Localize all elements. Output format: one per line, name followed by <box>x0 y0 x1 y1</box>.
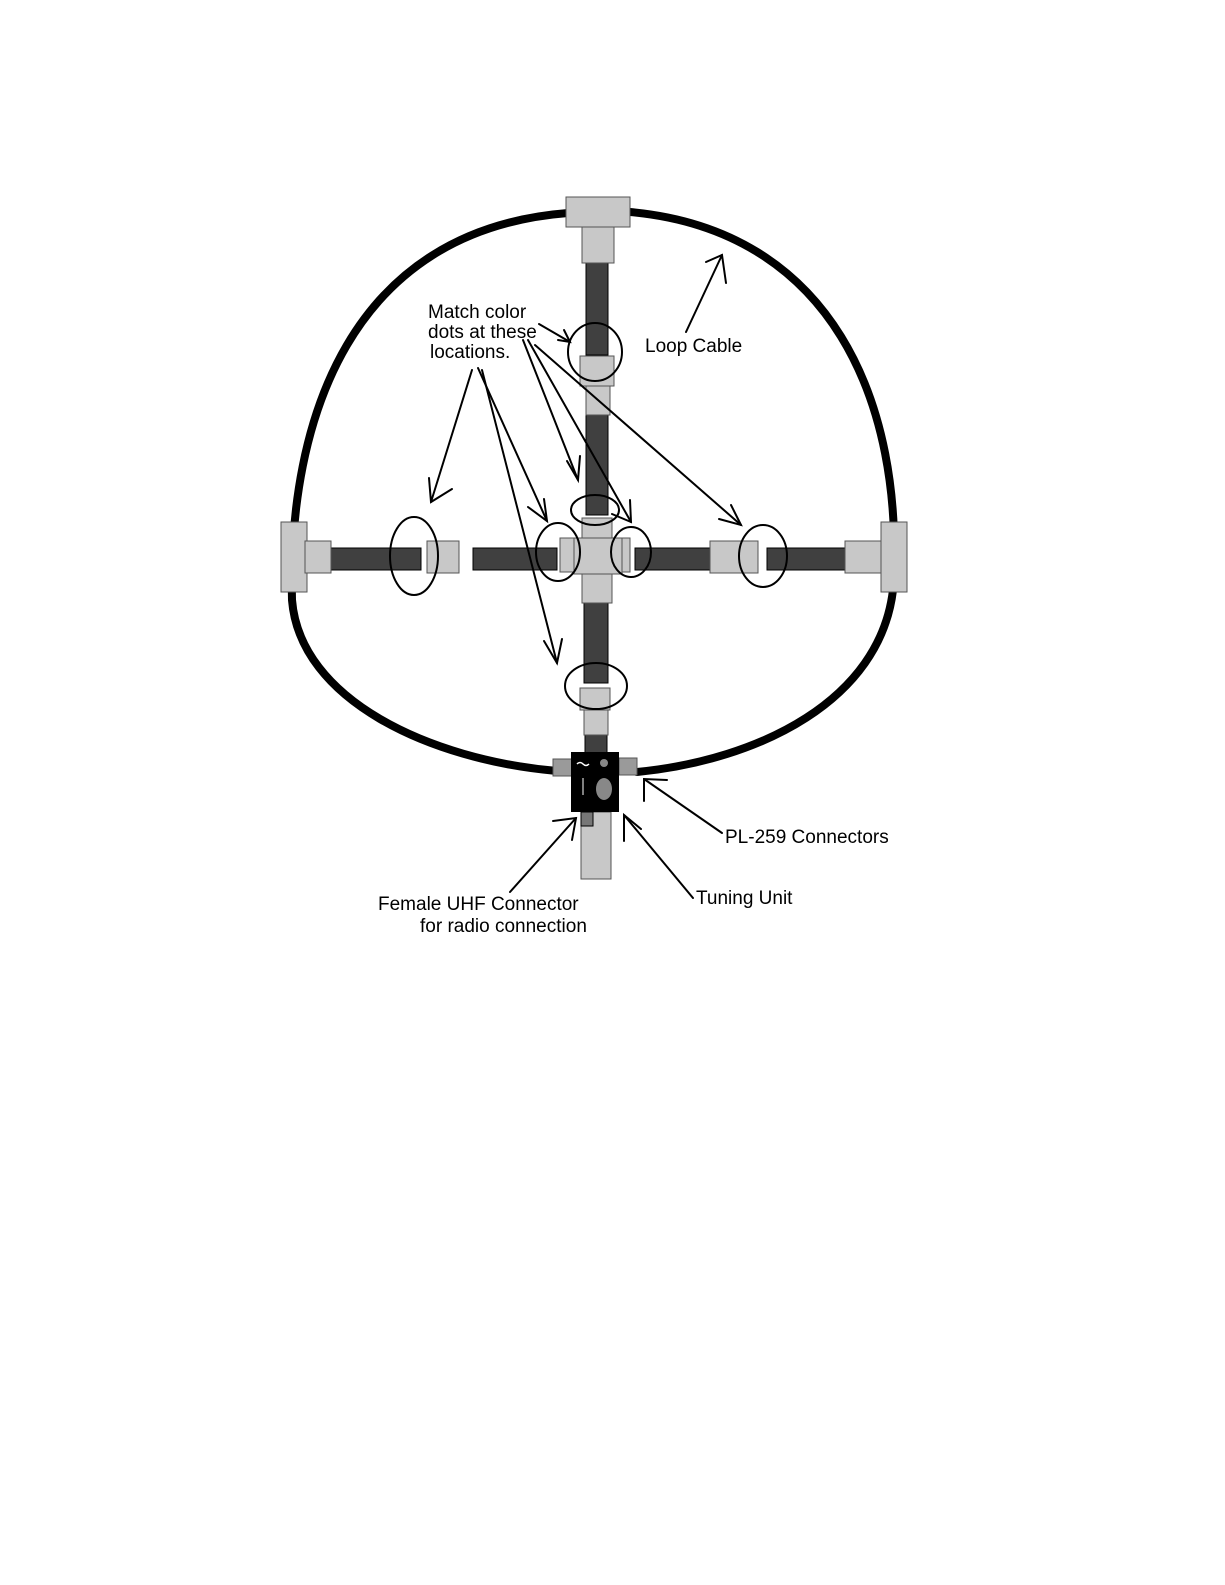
match-label-line3: locations. <box>430 342 511 363</box>
right-tee-connector <box>881 522 907 592</box>
left-tee-connector <box>281 522 307 592</box>
match-label-line2: dots at these <box>428 322 537 343</box>
pl259-right <box>619 758 637 775</box>
female-uhf-label-line1: Female UHF Connector <box>378 894 579 915</box>
match-label-line1: Match color <box>428 302 527 323</box>
top-tee-connector <box>566 197 630 227</box>
pl259-connectors-label: PL-259 Connectors <box>725 827 889 848</box>
female-uhf-connector <box>581 812 593 826</box>
female-uhf-label-line2: for radio connection <box>420 916 587 937</box>
vertical-spreader <box>584 263 608 753</box>
tuning-unit-label: Tuning Unit <box>696 888 793 909</box>
loop-cable-label: Loop Cable <box>645 336 743 357</box>
